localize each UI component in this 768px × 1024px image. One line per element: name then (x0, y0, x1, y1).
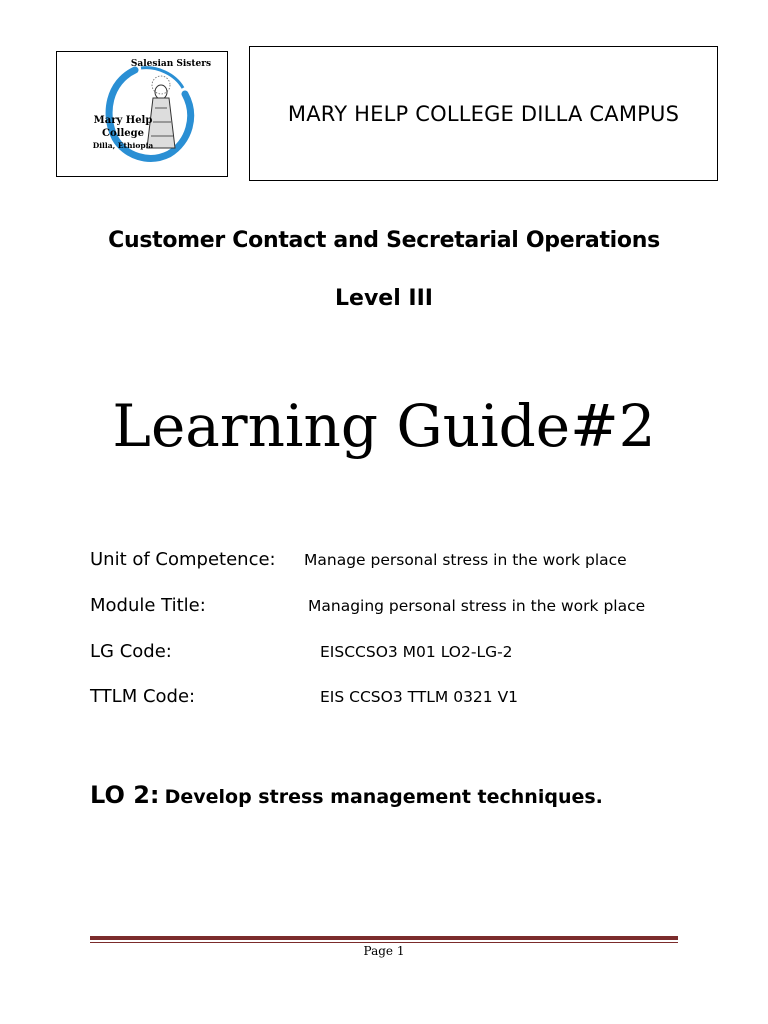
lg-value: EISCCSO3 M01 LO2-LG-2 (320, 643, 513, 661)
lo-text: Develop stress management techniques. (164, 786, 603, 808)
logo-emblem (57, 52, 227, 176)
college-logo (56, 51, 228, 177)
footer-rule-thin (90, 942, 678, 943)
ttlm-code-row (90, 686, 750, 714)
lo-label: LO 2: (90, 781, 160, 809)
lg-code-row (90, 641, 750, 669)
ttlm-label: TTLM Code: (90, 686, 196, 707)
footer-rule-thick (90, 936, 678, 940)
course-level: Level III (335, 286, 433, 311)
learning-outcome (90, 781, 603, 809)
course-title: Customer Contact and Secretarial Operations (108, 228, 660, 253)
logo-line1: Mary Help (93, 115, 153, 126)
college-name: MARY HELP COLLEGE DILLA CAMPUS (287, 101, 680, 126)
logo-top-text: Salesian Sisters (130, 59, 212, 69)
ttlm-value: EIS CCSO3 TTLM 0321 V1 (320, 688, 519, 706)
unit-value: Manage personal stress in the work place (304, 551, 627, 569)
logo-line2: College (102, 128, 144, 139)
module-value: Managing personal stress in the work place (308, 597, 646, 615)
logo-line3: Dilla, Ethiopia (92, 141, 154, 150)
module-title-row (90, 595, 750, 623)
unit-label: Unit of Competence: (90, 549, 276, 570)
unit-of-competence-row (90, 549, 750, 577)
module-label: Module Title: (90, 595, 206, 616)
figure-head (155, 85, 167, 99)
page-number: Page 1 (363, 944, 405, 958)
guide-title: Learning Guide#2 (112, 392, 656, 460)
college-name-box (249, 46, 718, 181)
lg-label: LG Code: (90, 641, 172, 662)
